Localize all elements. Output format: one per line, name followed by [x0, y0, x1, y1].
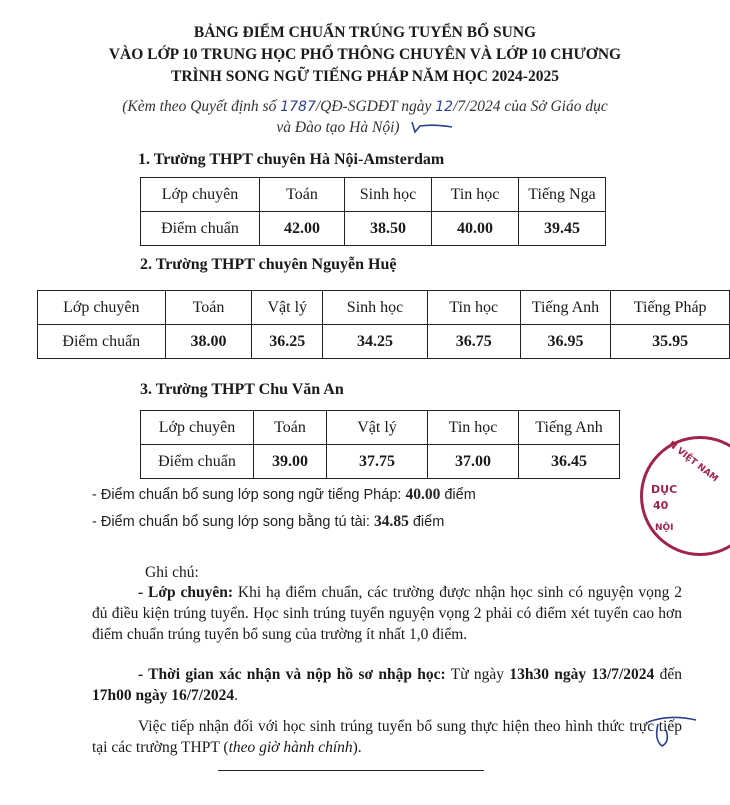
doc-title-line3: TRÌNH SONG NGỮ TIẾNG PHÁP NĂM HỌC 2024-2025 [171, 68, 559, 85]
school-1-heading: 1. Trường THPT chuyên Hà Nội-Amsterdam [138, 151, 445, 168]
handwritten-day: 12 [435, 99, 454, 115]
table-row [141, 411, 620, 445]
row-header: Lớp chuyên [141, 178, 260, 212]
subject-cell: Toán [165, 291, 252, 325]
bottom-divider [218, 770, 484, 771]
note-direct-admission: Việc tiếp nhận đối với học sinh trúng tuyển bổ sung thực hiện theo hình thức trực tiếp tại các trường THPT (theo giờ hành chính). [92, 718, 682, 756]
notes-heading: Ghi chú: [145, 564, 199, 581]
subject-cell: Toán [260, 178, 345, 212]
handwritten-initial [640, 712, 700, 752]
row-header: Lớp chuyên [38, 291, 166, 325]
score-cell: 34.25 [323, 325, 428, 359]
table-row [141, 212, 606, 246]
subject-cell: Vật lý [327, 411, 428, 445]
school-1-table [140, 177, 606, 246]
subject-cell: Sinh học [345, 178, 432, 212]
table-row [38, 325, 730, 359]
doc-title-line1: BẢNG ĐIỂM CHUẨN TRÚNG TUYỂN BỔ SUNG [193, 24, 537, 41]
score-cell: 37.75 [327, 445, 428, 479]
subject-cell: Tiếng Nga [519, 178, 606, 212]
row-header: Điểm chuẩn [141, 445, 254, 479]
table-row [141, 178, 606, 212]
decision-reference-line2: và Đào tạo Hà Nội) [0, 117, 730, 138]
subject-cell: Tiếng Anh [520, 291, 611, 325]
handwritten-decision-number: 1787 [280, 99, 316, 115]
school-2-heading: 2. Trường THPT chuyên Nguyễn Huệ [140, 256, 397, 273]
official-seal: N VIỆT NAM DỤC 40 NỘI [640, 436, 730, 556]
subject-cell: Sinh học [323, 291, 428, 325]
score-cell: 39.45 [519, 212, 606, 246]
score-cell: 42.00 [260, 212, 345, 246]
school-2-table [37, 290, 730, 359]
decision-reference: (Kèm theo Quyết định số 1787/QĐ-SGDĐT ngày 12/7/2024 của Sở Giáo dục [122, 98, 608, 115]
subject-cell: Tin học [432, 178, 519, 212]
extra-cutoff-bacc: - Điểm chuẩn bổ sung lớp song bằng tú tài: 34.85 điểm [92, 513, 445, 530]
note-enrollment-time: - Thời gian xác nhận và nộp hồ sơ nhập học: Từ ngày 13h30 ngày 13/7/2024 đến 17h00 ngày 16/7/2024. [92, 666, 682, 704]
score-cell: 36.75 [427, 325, 520, 359]
doc-title-line2: VÀO LỚP 10 TRUNG HỌC PHỔ THÔNG CHUYÊN VÀ LỚP 10 CHƯƠNG [108, 46, 622, 63]
school-3-heading: 3. Trường THPT Chu Văn An [140, 381, 344, 398]
subject-cell: Tiếng Anh [519, 411, 620, 445]
score-cell: 35.95 [611, 325, 730, 359]
row-header: Điểm chuẩn [141, 212, 260, 246]
subject-cell: Toán [254, 411, 327, 445]
table-row [38, 291, 730, 325]
score-cell: 38.50 [345, 212, 432, 246]
note-specialized-class: - Lớp chuyên: Khi hạ điểm chuẩn, các trường được nhận học sinh có nguyện vọng 2 đủ điều kiện trúng tuyển. Học sinh trúng tuyển nguyện vọng 2 phải có điểm xét tuyển cao hơn điểm chuẩn trúng tuyển bổ sung của trường ít nhất 1,0 điểm. [92, 584, 682, 643]
score-cell: 37.00 [428, 445, 519, 479]
score-cell: 40.00 [432, 212, 519, 246]
score-cell: 39.00 [254, 445, 327, 479]
school-3-table [140, 410, 620, 479]
subject-cell: Tin học [427, 291, 520, 325]
subject-cell: Tin học [428, 411, 519, 445]
subject-cell: Tiếng Pháp [611, 291, 730, 325]
row-header: Lớp chuyên [141, 411, 254, 445]
score-cell: 36.25 [252, 325, 323, 359]
subject-cell: Vật lý [252, 291, 323, 325]
score-cell: 38.00 [165, 325, 252, 359]
score-cell: 36.45 [519, 445, 620, 479]
score-cell: 36.95 [520, 325, 611, 359]
extra-cutoff-french: - Điểm chuẩn bổ sung lớp song ngữ tiếng Pháp: 40.00 điểm [92, 486, 476, 503]
row-header: Điểm chuẩn [38, 325, 166, 359]
handwritten-check-mark [408, 118, 454, 138]
table-row [141, 445, 620, 479]
